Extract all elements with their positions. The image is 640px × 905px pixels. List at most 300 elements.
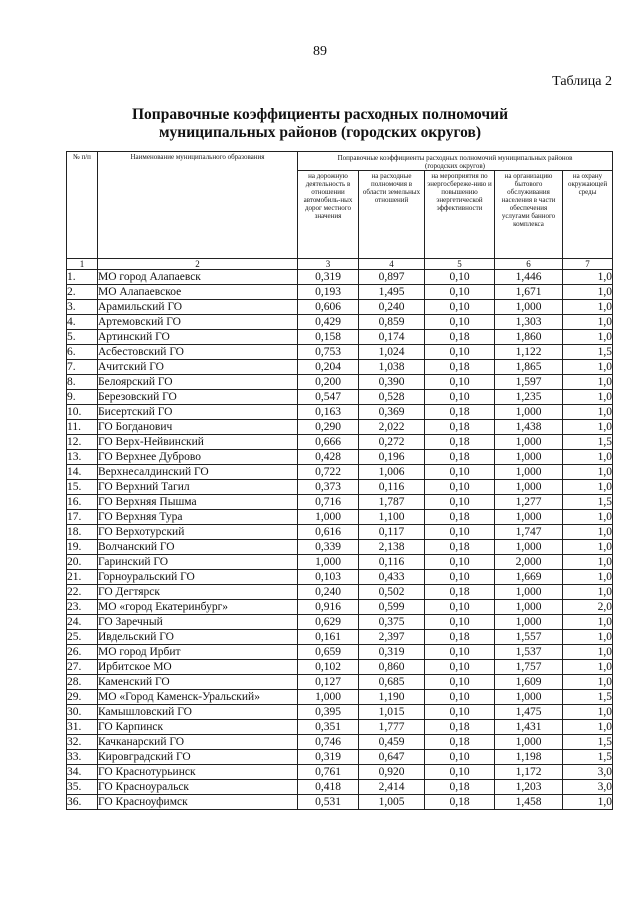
row-number-cell: 27. (67, 660, 98, 675)
coef-land-cell: 1,495 (359, 285, 425, 300)
row-number-cell: 31. (67, 720, 98, 735)
municipality-name-cell: МО город Ирбит (98, 645, 298, 660)
row-number-cell: 1. (67, 270, 98, 285)
table-row (67, 405, 613, 420)
coefficients-table (66, 151, 613, 810)
coef-bath-cell: 1,431 (495, 720, 563, 735)
coef-environment-cell: 1,0 (563, 705, 613, 720)
table-row (67, 735, 613, 750)
coef-bath-cell: 1,747 (495, 525, 563, 540)
coef-bath-cell: 1,669 (495, 570, 563, 585)
table-row (67, 540, 613, 555)
coef-bath-cell: 1,172 (495, 765, 563, 780)
coef-bath-cell: 1,597 (495, 375, 563, 390)
coef-energy-cell: 0,18 (425, 450, 495, 465)
coef-road-cell: 0,103 (298, 570, 359, 585)
table-row (67, 285, 613, 300)
coef-land-cell: 0,272 (359, 435, 425, 450)
coef-land-cell: 2,022 (359, 420, 425, 435)
row-number-cell: 32. (67, 735, 98, 750)
coef-energy-cell: 0,10 (425, 750, 495, 765)
coef-energy-cell: 0,10 (425, 765, 495, 780)
coef-bath-cell: 1,235 (495, 390, 563, 405)
table-row (67, 435, 613, 450)
coef-land-cell: 0,369 (359, 405, 425, 420)
coef-land-cell: 0,319 (359, 645, 425, 660)
coef-environment-cell: 1,0 (563, 555, 613, 570)
coef-land-cell: 0,240 (359, 300, 425, 315)
municipality-name-cell: Качканарский ГО (98, 735, 298, 750)
table-row (67, 270, 613, 285)
coef-environment-cell: 3,0 (563, 765, 613, 780)
municipality-name-cell: ГО Верхняя Пышма (98, 495, 298, 510)
coef-road-cell: 0,161 (298, 630, 359, 645)
header-sub-bath: на организацию бытового обслуживания населения в части обеспечения услугами банного комплекса (495, 171, 563, 259)
coef-environment-cell: 1,0 (563, 405, 613, 420)
row-number-cell: 16. (67, 495, 98, 510)
coef-land-cell: 0,174 (359, 330, 425, 345)
coef-road-cell: 0,319 (298, 750, 359, 765)
table-row (67, 315, 613, 330)
coef-environment-cell: 1,0 (563, 390, 613, 405)
coef-environment-cell: 1,0 (563, 360, 613, 375)
table-row (67, 795, 613, 810)
row-number-cell: 35. (67, 780, 98, 795)
coef-land-cell: 0,390 (359, 375, 425, 390)
coef-road-cell: 0,200 (298, 375, 359, 390)
coef-environment-cell: 1,0 (563, 570, 613, 585)
coef-environment-cell: 1,0 (563, 645, 613, 660)
table-row (67, 660, 613, 675)
coef-bath-cell: 1,000 (495, 300, 563, 315)
table-row (67, 450, 613, 465)
coef-energy-cell: 0,10 (425, 570, 495, 585)
row-number-cell: 33. (67, 750, 98, 765)
coef-road-cell: 0,666 (298, 435, 359, 450)
coef-energy-cell: 0,10 (425, 465, 495, 480)
coef-land-cell: 1,006 (359, 465, 425, 480)
coef-energy-cell: 0,18 (425, 630, 495, 645)
coef-road-cell: 0,659 (298, 645, 359, 660)
coef-road-cell: 0,429 (298, 315, 359, 330)
table-row (67, 780, 613, 795)
coef-road-cell: 1,000 (298, 510, 359, 525)
column-number: 7 (563, 259, 613, 270)
coef-energy-cell: 0,10 (425, 300, 495, 315)
coef-energy-cell: 0,10 (425, 315, 495, 330)
row-number-cell: 23. (67, 600, 98, 615)
coef-energy-cell: 0,18 (425, 330, 495, 345)
row-number-cell: 10. (67, 405, 98, 420)
coef-bath-cell: 1,000 (495, 450, 563, 465)
coef-environment-cell: 1,0 (563, 510, 613, 525)
coef-energy-cell: 0,10 (425, 615, 495, 630)
coef-environment-cell: 1,0 (563, 720, 613, 735)
municipality-name-cell: Камышловский ГО (98, 705, 298, 720)
row-number-cell: 19. (67, 540, 98, 555)
coef-land-cell: 0,116 (359, 555, 425, 570)
coef-land-cell: 2,138 (359, 540, 425, 555)
coef-energy-cell: 0,18 (425, 585, 495, 600)
row-number-cell: 5. (67, 330, 98, 345)
coef-environment-cell: 1,0 (563, 450, 613, 465)
coef-environment-cell: 3,0 (563, 780, 613, 795)
table-row (67, 510, 613, 525)
coef-environment-cell: 1,0 (563, 585, 613, 600)
coef-energy-cell: 0,18 (425, 780, 495, 795)
row-number-cell: 7. (67, 360, 98, 375)
coef-bath-cell: 1,277 (495, 495, 563, 510)
coef-energy-cell: 0,10 (425, 675, 495, 690)
coef-land-cell: 0,685 (359, 675, 425, 690)
municipality-name-cell: ГО Верх-Нейвинский (98, 435, 298, 450)
coef-road-cell: 0,629 (298, 615, 359, 630)
coef-environment-cell: 1,5 (563, 345, 613, 360)
coef-environment-cell: 1,5 (563, 495, 613, 510)
coef-energy-cell: 0,10 (425, 495, 495, 510)
row-number-cell: 18. (67, 525, 98, 540)
table-row (67, 645, 613, 660)
municipality-name-cell: ГО Верхний Тагил (98, 480, 298, 495)
column-number-row (67, 259, 613, 270)
coef-energy-cell: 0,10 (425, 285, 495, 300)
row-number-cell: 15. (67, 480, 98, 495)
coef-energy-cell: 0,10 (425, 660, 495, 675)
coef-bath-cell: 1,000 (495, 690, 563, 705)
coef-environment-cell: 1,0 (563, 300, 613, 315)
coef-bath-cell: 1,475 (495, 705, 563, 720)
coef-bath-cell: 1,000 (495, 600, 563, 615)
table-row (67, 420, 613, 435)
municipality-name-cell: Артемовский ГО (98, 315, 298, 330)
coef-road-cell: 0,163 (298, 405, 359, 420)
header-sub-land: на расходные полномочия в области земельных отношений (359, 171, 425, 259)
row-number-cell: 17. (67, 510, 98, 525)
coef-environment-cell: 1,5 (563, 735, 613, 750)
table-row (67, 675, 613, 690)
coef-energy-cell: 0,18 (425, 360, 495, 375)
coef-environment-cell: 1,5 (563, 750, 613, 765)
coef-land-cell: 1,787 (359, 495, 425, 510)
table-row (67, 630, 613, 645)
coef-bath-cell: 1,198 (495, 750, 563, 765)
municipality-name-cell: Горноуральский ГО (98, 570, 298, 585)
coef-road-cell: 0,158 (298, 330, 359, 345)
coef-energy-cell: 0,18 (425, 510, 495, 525)
table-row (67, 570, 613, 585)
row-number-cell: 30. (67, 705, 98, 720)
coef-land-cell: 0,375 (359, 615, 425, 630)
column-number: 3 (298, 259, 359, 270)
table-row (67, 720, 613, 735)
municipality-name-cell: ГО Верхняя Тура (98, 510, 298, 525)
coef-bath-cell: 1,000 (495, 510, 563, 525)
coef-energy-cell: 0,18 (425, 405, 495, 420)
coef-bath-cell: 1,000 (495, 405, 563, 420)
coef-energy-cell: 0,10 (425, 600, 495, 615)
coef-energy-cell: 0,18 (425, 420, 495, 435)
municipality-name-cell: ГО Верхотурский (98, 525, 298, 540)
table-row (67, 465, 613, 480)
coef-bath-cell: 1,609 (495, 675, 563, 690)
table-row (67, 765, 613, 780)
header-col-name: Наименование муниципального образования (98, 152, 298, 259)
coef-energy-cell: 0,10 (425, 690, 495, 705)
coef-bath-cell: 1,000 (495, 480, 563, 495)
coef-energy-cell: 0,18 (425, 540, 495, 555)
coef-bath-cell: 1,860 (495, 330, 563, 345)
coef-bath-cell: 1,000 (495, 585, 563, 600)
table-body (67, 270, 613, 810)
coef-land-cell: 0,920 (359, 765, 425, 780)
table-row (67, 495, 613, 510)
header-row-1 (67, 152, 613, 171)
coef-land-cell: 1,005 (359, 795, 425, 810)
coef-road-cell: 0,240 (298, 585, 359, 600)
coef-bath-cell: 1,000 (495, 465, 563, 480)
table-title (0, 106, 640, 142)
coef-energy-cell: 0,10 (425, 390, 495, 405)
coef-land-cell: 0,502 (359, 585, 425, 600)
table-row (67, 300, 613, 315)
coef-environment-cell: 1,0 (563, 525, 613, 540)
municipality-name-cell: Березовский ГО (98, 390, 298, 405)
coef-energy-cell: 0,18 (425, 795, 495, 810)
coef-road-cell: 0,746 (298, 735, 359, 750)
coef-energy-cell: 0,10 (425, 270, 495, 285)
page-number: 89 (313, 44, 327, 59)
row-number-cell: 3. (67, 300, 98, 315)
table-row (67, 480, 613, 495)
coef-road-cell: 0,339 (298, 540, 359, 555)
header-sub-environment: на охрану окружающей среды (563, 171, 613, 259)
coef-land-cell: 1,777 (359, 720, 425, 735)
table-row (67, 750, 613, 765)
coef-energy-cell: 0,10 (425, 555, 495, 570)
coef-land-cell: 0,859 (359, 315, 425, 330)
coef-environment-cell: 1,0 (563, 480, 613, 495)
coef-road-cell: 0,418 (298, 780, 359, 795)
title-line-2: муниципальных районов (городских округов) (158, 124, 482, 141)
coef-land-cell: 0,647 (359, 750, 425, 765)
row-number-cell: 4. (67, 315, 98, 330)
coef-bath-cell: 1,122 (495, 345, 563, 360)
coef-energy-cell: 0,10 (425, 645, 495, 660)
coef-road-cell: 0,102 (298, 660, 359, 675)
coef-environment-cell: 1,0 (563, 270, 613, 285)
coef-road-cell: 0,916 (298, 600, 359, 615)
coef-environment-cell: 1,0 (563, 465, 613, 480)
coef-environment-cell: 1,0 (563, 660, 613, 675)
row-number-cell: 21. (67, 570, 98, 585)
header-group-line-1: Поправочные коэффициенты расходных полномочий муниципальных районов (337, 154, 573, 162)
coef-environment-cell: 1,0 (563, 315, 613, 330)
municipality-name-cell: ГО Красноуфимск (98, 795, 298, 810)
coef-environment-cell: 1,5 (563, 690, 613, 705)
coef-road-cell: 0,547 (298, 390, 359, 405)
coef-road-cell: 0,722 (298, 465, 359, 480)
coef-energy-cell: 0,10 (425, 375, 495, 390)
coef-bath-cell: 1,446 (495, 270, 563, 285)
coef-energy-cell: 0,10 (425, 480, 495, 495)
coef-environment-cell: 1,0 (563, 330, 613, 345)
municipality-name-cell: Белоярский ГО (98, 375, 298, 390)
column-number: 5 (425, 259, 495, 270)
municipality-name-cell: МО «Город Каменск-Уральский» (98, 690, 298, 705)
coef-road-cell: 0,616 (298, 525, 359, 540)
coef-land-cell: 1,024 (359, 345, 425, 360)
coef-environment-cell: 1,0 (563, 540, 613, 555)
row-number-cell: 25. (67, 630, 98, 645)
row-number-cell: 29. (67, 690, 98, 705)
coef-land-cell: 0,117 (359, 525, 425, 540)
coef-bath-cell: 1,671 (495, 285, 563, 300)
municipality-name-cell: ГО Богданович (98, 420, 298, 435)
coef-bath-cell: 1,438 (495, 420, 563, 435)
municipality-name-cell: Ивдельский ГО (98, 630, 298, 645)
table-row (67, 375, 613, 390)
municipality-name-cell: ГО Красноуральск (98, 780, 298, 795)
coef-road-cell: 1,000 (298, 555, 359, 570)
coef-energy-cell: 0,10 (425, 345, 495, 360)
table-row (67, 615, 613, 630)
coef-environment-cell: 1,0 (563, 630, 613, 645)
coef-energy-cell: 0,18 (425, 735, 495, 750)
municipality-name-cell: МО Алапаевское (98, 285, 298, 300)
coef-land-cell: 2,414 (359, 780, 425, 795)
coef-road-cell: 0,193 (298, 285, 359, 300)
municipality-name-cell: Кировградский ГО (98, 750, 298, 765)
municipality-name-cell: Верхнесалдинский ГО (98, 465, 298, 480)
header-group-line-2: (городских округов) (424, 162, 486, 170)
municipality-name-cell: ГО Верхнее Дуброво (98, 450, 298, 465)
row-number-cell: 22. (67, 585, 98, 600)
row-number-cell: 24. (67, 615, 98, 630)
row-number-cell: 14. (67, 465, 98, 480)
coef-land-cell: 0,599 (359, 600, 425, 615)
coef-road-cell: 0,290 (298, 420, 359, 435)
coef-road-cell: 0,395 (298, 705, 359, 720)
table-row (67, 600, 613, 615)
row-number-cell: 28. (67, 675, 98, 690)
table-row (67, 345, 613, 360)
column-number: 6 (495, 259, 563, 270)
row-number-cell: 26. (67, 645, 98, 660)
coef-road-cell: 0,204 (298, 360, 359, 375)
table-row (67, 525, 613, 540)
row-number-cell: 36. (67, 795, 98, 810)
municipality-name-cell: ГО Краснотурьинск (98, 765, 298, 780)
row-number-cell: 6. (67, 345, 98, 360)
municipality-name-cell: Бисертский ГО (98, 405, 298, 420)
coef-road-cell: 0,716 (298, 495, 359, 510)
coef-land-cell: 0,196 (359, 450, 425, 465)
row-number-cell: 13. (67, 450, 98, 465)
coef-road-cell: 0,606 (298, 300, 359, 315)
column-number: 4 (359, 259, 425, 270)
coef-land-cell: 2,397 (359, 630, 425, 645)
coef-environment-cell: 1,0 (563, 675, 613, 690)
coef-energy-cell: 0,10 (425, 705, 495, 720)
coef-road-cell: 1,000 (298, 690, 359, 705)
coef-bath-cell: 1,537 (495, 645, 563, 660)
municipality-name-cell: Волчанский ГО (98, 540, 298, 555)
municipality-name-cell: Арамильский ГО (98, 300, 298, 315)
coef-road-cell: 0,761 (298, 765, 359, 780)
coef-energy-cell: 0,18 (425, 435, 495, 450)
column-number: 2 (98, 259, 298, 270)
coef-environment-cell: 1,0 (563, 285, 613, 300)
municipality-name-cell: Каменский ГО (98, 675, 298, 690)
municipality-name-cell: Гаринский ГО (98, 555, 298, 570)
table-row (67, 690, 613, 705)
coef-road-cell: 0,127 (298, 675, 359, 690)
coef-land-cell: 0,528 (359, 390, 425, 405)
coef-environment-cell: 2,0 (563, 600, 613, 615)
coef-environment-cell: 1,0 (563, 795, 613, 810)
table-label: Таблица 2 (552, 74, 612, 89)
coef-road-cell: 0,531 (298, 795, 359, 810)
coef-environment-cell: 1,0 (563, 615, 613, 630)
coef-road-cell: 0,319 (298, 270, 359, 285)
coef-bath-cell: 1,000 (495, 435, 563, 450)
coef-land-cell: 1,190 (359, 690, 425, 705)
header-sub-road: на дорожную деятельность в отношении автомобиль-ных дорог местного значения (298, 171, 359, 259)
coef-land-cell: 1,015 (359, 705, 425, 720)
coef-bath-cell: 1,458 (495, 795, 563, 810)
coef-land-cell: 0,116 (359, 480, 425, 495)
municipality-name-cell: МО «город Екатеринбург» (98, 600, 298, 615)
row-number-cell: 9. (67, 390, 98, 405)
row-number-cell: 11. (67, 420, 98, 435)
coef-land-cell: 1,100 (359, 510, 425, 525)
coef-bath-cell: 1,000 (495, 540, 563, 555)
municipality-name-cell: Артинский ГО (98, 330, 298, 345)
coef-bath-cell: 1,865 (495, 360, 563, 375)
row-number-cell: 12. (67, 435, 98, 450)
table-row (67, 390, 613, 405)
coef-bath-cell: 1,203 (495, 780, 563, 795)
coef-environment-cell: 1,5 (563, 435, 613, 450)
coef-energy-cell: 0,18 (425, 720, 495, 735)
coef-bath-cell: 1,757 (495, 660, 563, 675)
municipality-name-cell: ГО Карпинск (98, 720, 298, 735)
municipality-name-cell: Ирбитское МО (98, 660, 298, 675)
table-row (67, 705, 613, 720)
coef-bath-cell: 2,000 (495, 555, 563, 570)
table-row (67, 585, 613, 600)
coef-land-cell: 0,433 (359, 570, 425, 585)
coef-land-cell: 0,860 (359, 660, 425, 675)
row-number-cell: 20. (67, 555, 98, 570)
municipality-name-cell: ГО Дегтярск (98, 585, 298, 600)
coef-bath-cell: 1,000 (495, 735, 563, 750)
municipality-name-cell: ГО Заречный (98, 615, 298, 630)
table-row (67, 330, 613, 345)
row-number-cell: 2. (67, 285, 98, 300)
municipality-name-cell: Ачитский ГО (98, 360, 298, 375)
coef-road-cell: 0,373 (298, 480, 359, 495)
coef-road-cell: 0,753 (298, 345, 359, 360)
header-sub-energy: на мероприятия по энергосбереже-нию и повышению энергетической эффективности (425, 171, 495, 259)
coef-land-cell: 0,897 (359, 270, 425, 285)
column-number: 1 (67, 259, 98, 270)
table-row (67, 360, 613, 375)
title-line-1: Поправочные коэффициенты расходных полномочий (131, 106, 509, 123)
table-row (67, 555, 613, 570)
header-group (298, 152, 613, 171)
coef-road-cell: 0,351 (298, 720, 359, 735)
